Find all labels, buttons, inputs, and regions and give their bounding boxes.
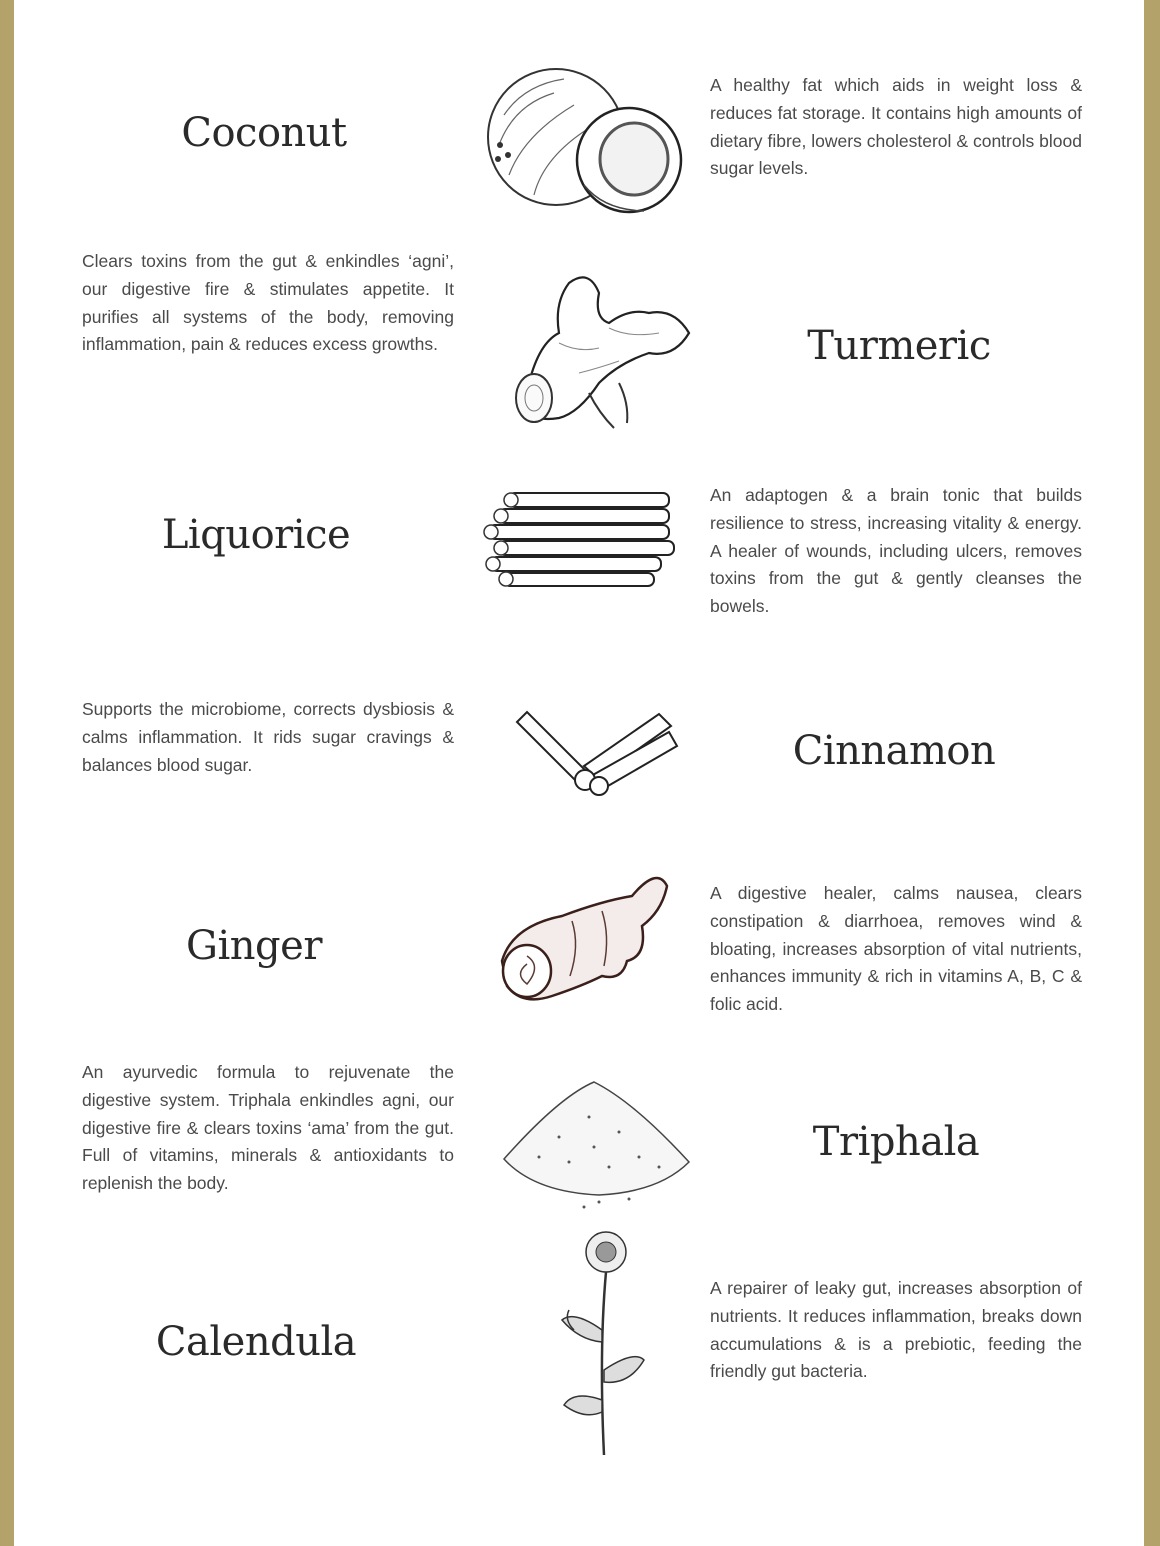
ingredients-page	[14, 0, 1144, 1546]
ingredient-row-liquorice	[14, 470, 1144, 630]
ingredient-name: Triphala	[812, 1119, 980, 1165]
ingredient-description: A healthy fat which aids in weight loss & reduces fat storage. It contains high amounts of dietary fibre, lowers cholesterol & controls blood sugar levels.	[710, 75, 1082, 179]
calendula-flower-icon	[544, 1230, 654, 1460]
ingredient-description: Clears toxins from the gut & enkindles ‘agni’, our digestive fire & stimulates appetite. It purifies all systems of the body, removing inflammation, pain & reduces excess growths.	[82, 251, 454, 355]
liquorice-sticks-icon	[479, 485, 684, 590]
ingredient-name: Calendula	[155, 1319, 357, 1365]
coconut-icon	[484, 65, 689, 215]
ingredient-description: A digestive healer, calms nausea, clears constipation & diarrhoea, removes wind & bloating, increases absorption of vital nutrients, enhances immunity & rich in vitamins A, B, C & folic acid.	[710, 883, 1082, 1015]
ingredient-name: Ginger	[186, 923, 322, 969]
ingredient-row-calendula	[14, 1225, 1144, 1465]
ingredient-description: A repairer of leaky gut, increases absorption of nutrients. It reduces inflammation, breaks down accumulations & is a prebiotic, feeding the friendly gut bacteria.	[710, 1278, 1082, 1382]
ingredient-row-cinnamon	[14, 696, 1144, 816]
ingredient-row-ginger	[14, 866, 1144, 1036]
ingredient-row-triphala	[14, 1059, 1144, 1229]
ingredient-row-coconut	[14, 60, 1144, 230]
ingredient-description: An ayurvedic formula to rejuvenate the digestive system. Triphala enkindles agni, our digestive fire & clears toxins ‘ama’ from the gut. Full of vitamins, minerals & antioxidants to replenish the body.	[82, 1062, 454, 1194]
turmeric-root-icon	[499, 263, 699, 433]
ingredient-name: Turmeric	[807, 323, 991, 369]
ingredient-name: Liquorice	[161, 512, 351, 558]
ingredient-name: Coconut	[181, 110, 347, 156]
ingredient-description: An adaptogen & a brain tonic that builds resilience to stress, increasing vitality & energy. A healer of wounds, including ulcers, removes toxins from the gut & gently cleanses the bowels.	[710, 485, 1082, 617]
ingredient-name: Cinnamon	[792, 728, 996, 774]
ingredient-row-turmeric	[14, 248, 1144, 438]
ginger-root-icon	[492, 866, 682, 1006]
cinnamon-sticks-icon	[509, 704, 684, 799]
powder-pile-icon	[499, 1077, 694, 1212]
ingredient-description: Supports the microbiome, corrects dysbiosis & calms inflammation. It rids sugar cravings & balances blood sugar.	[82, 699, 454, 775]
